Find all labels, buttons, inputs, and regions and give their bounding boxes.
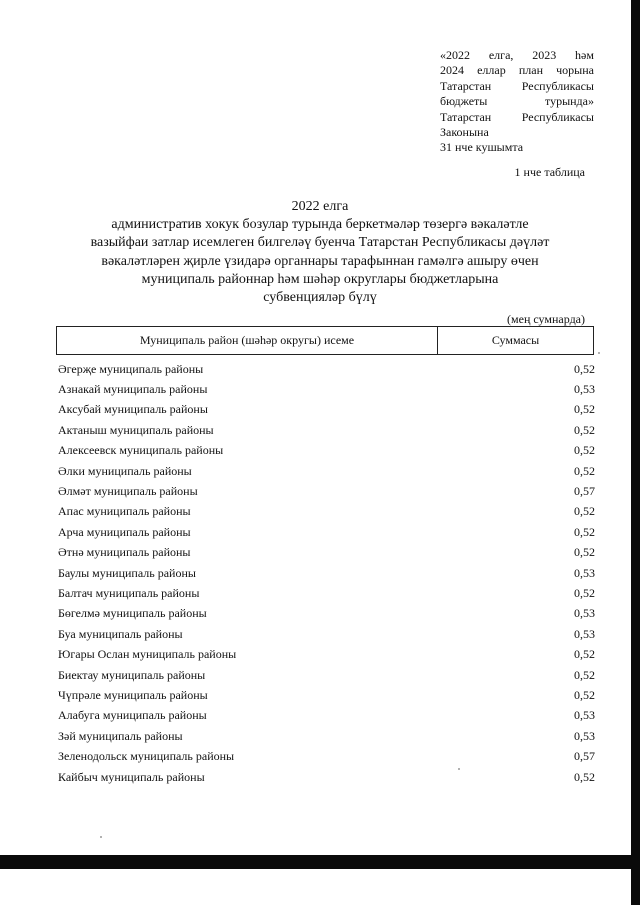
scan-speck <box>598 352 600 354</box>
row-name: Әлки муниципаль районы <box>58 463 192 478</box>
scan-edge-bottom <box>0 855 640 869</box>
row-value: 0,52 <box>574 647 595 662</box>
row-name: Арча муниципаль районы <box>58 524 191 539</box>
note-line: «2022 елга, 2023 һәм <box>440 48 594 62</box>
row-value: 0,52 <box>574 504 595 519</box>
scan-speck <box>100 836 102 838</box>
column-header-sum: Суммасы <box>491 333 540 347</box>
note-line: Татарстан Республикасы <box>440 109 594 124</box>
table-row <box>58 441 595 461</box>
row-value: 0,57 <box>574 484 595 499</box>
row-value: 0,52 <box>574 585 595 600</box>
row-name: Буа муниципаль районы <box>58 626 183 641</box>
units-note: (мең сумнарда) <box>507 312 585 326</box>
row-value: 0,52 <box>574 667 595 682</box>
row-name: Әлмәт муниципаль районы <box>58 484 198 499</box>
title-line: муниципаль районнар һәм шәһәр округлары бюджетларына <box>141 271 499 287</box>
header-note <box>440 48 594 156</box>
table-number: 1 нче таблица <box>514 165 585 179</box>
row-name: Кайбыч муниципаль районы <box>58 769 205 784</box>
row-value: 0,52 <box>574 402 595 417</box>
table-row <box>58 543 595 563</box>
document-title <box>70 198 570 307</box>
table-row <box>58 706 595 726</box>
row-value: 0,52 <box>574 524 595 539</box>
scan-speck <box>458 768 460 770</box>
table-row <box>58 420 595 440</box>
table-row <box>58 481 595 501</box>
title-line: вәкаләтләрен җирле үзидарә органнары тарафыннан гамәлгә ашыру өчен <box>101 253 539 269</box>
table-row <box>58 644 595 664</box>
table-row <box>58 461 595 481</box>
table-header <box>56 326 594 355</box>
table-row <box>58 624 595 644</box>
row-name: Югары Ослан муниципаль районы <box>58 647 237 662</box>
row-name: Актаныш муниципаль районы <box>58 422 214 437</box>
note-line: Законына <box>440 125 489 140</box>
column-header-name: Муниципаль район (шәһәр округы) исеме <box>57 327 438 354</box>
table-row <box>58 379 595 399</box>
title-year: 2022 елга <box>291 199 349 214</box>
row-name: Әгерҗе муниципаль районы <box>58 361 204 376</box>
row-name: Баулы муниципаль районы <box>58 565 196 580</box>
note-line: 2024 еллар план чорына <box>440 63 594 78</box>
note-line: Татарстан Республикасы <box>440 78 594 93</box>
scan-edge-right <box>631 0 640 905</box>
row-value: 0,52 <box>574 769 595 784</box>
table-row <box>58 502 595 522</box>
row-name: Балтач муниципаль районы <box>58 585 200 600</box>
row-name: Алабуга муниципаль районы <box>58 708 207 723</box>
title-line: субвенцияләр бүлү <box>263 290 377 306</box>
row-name: Зәй муниципаль районы <box>58 728 183 743</box>
row-value: 0,52 <box>574 361 595 376</box>
row-value: 0,53 <box>574 626 595 641</box>
row-name: Әтнә муниципаль районы <box>58 545 191 560</box>
row-value: 0,53 <box>574 606 595 621</box>
table-row <box>58 685 595 705</box>
table-row <box>58 400 595 420</box>
title-line: административ хокук бозулар турында беркетмәләр төзергә вәкаләтле <box>111 217 529 233</box>
row-value: 0,53 <box>574 382 595 397</box>
row-value: 0,53 <box>574 565 595 580</box>
table-row <box>58 767 595 787</box>
row-value: 0,53 <box>574 728 595 743</box>
table-row <box>58 665 595 685</box>
row-value: 0,57 <box>574 749 595 764</box>
row-name: Апас муниципаль районы <box>58 504 191 519</box>
note-line: бюджеты турында» <box>440 94 594 109</box>
table-row <box>58 726 595 746</box>
table-row <box>58 359 595 379</box>
row-name: Бөгелмә муниципаль районы <box>58 606 207 621</box>
row-name: Азнакай муниципаль районы <box>58 382 208 397</box>
row-value: 0,53 <box>574 708 595 723</box>
row-name: Зеленодольск муниципаль районы <box>58 749 235 764</box>
row-name: Алексеевск муниципаль районы <box>58 443 224 458</box>
table-row <box>58 583 595 603</box>
note-line: 31 нче кушымта <box>440 140 524 155</box>
row-name: Биектау муниципаль районы <box>58 667 206 682</box>
table-row <box>58 604 595 624</box>
row-value: 0,52 <box>574 422 595 437</box>
table-row <box>58 746 595 766</box>
table-body <box>58 359 595 787</box>
row-value: 0,52 <box>574 545 595 560</box>
row-name: Чүпрәле муниципаль районы <box>58 687 208 702</box>
row-value: 0,52 <box>574 463 595 478</box>
table-row <box>58 522 595 542</box>
row-value: 0,52 <box>574 687 595 702</box>
row-value: 0,52 <box>574 443 595 458</box>
table-row <box>58 563 595 583</box>
title-line: вазыйфаи затлар исемлеген билгеләү буенча Татарстан Республикасы дәүләт <box>90 235 550 251</box>
row-name: Аксубай муниципаль районы <box>58 402 208 417</box>
